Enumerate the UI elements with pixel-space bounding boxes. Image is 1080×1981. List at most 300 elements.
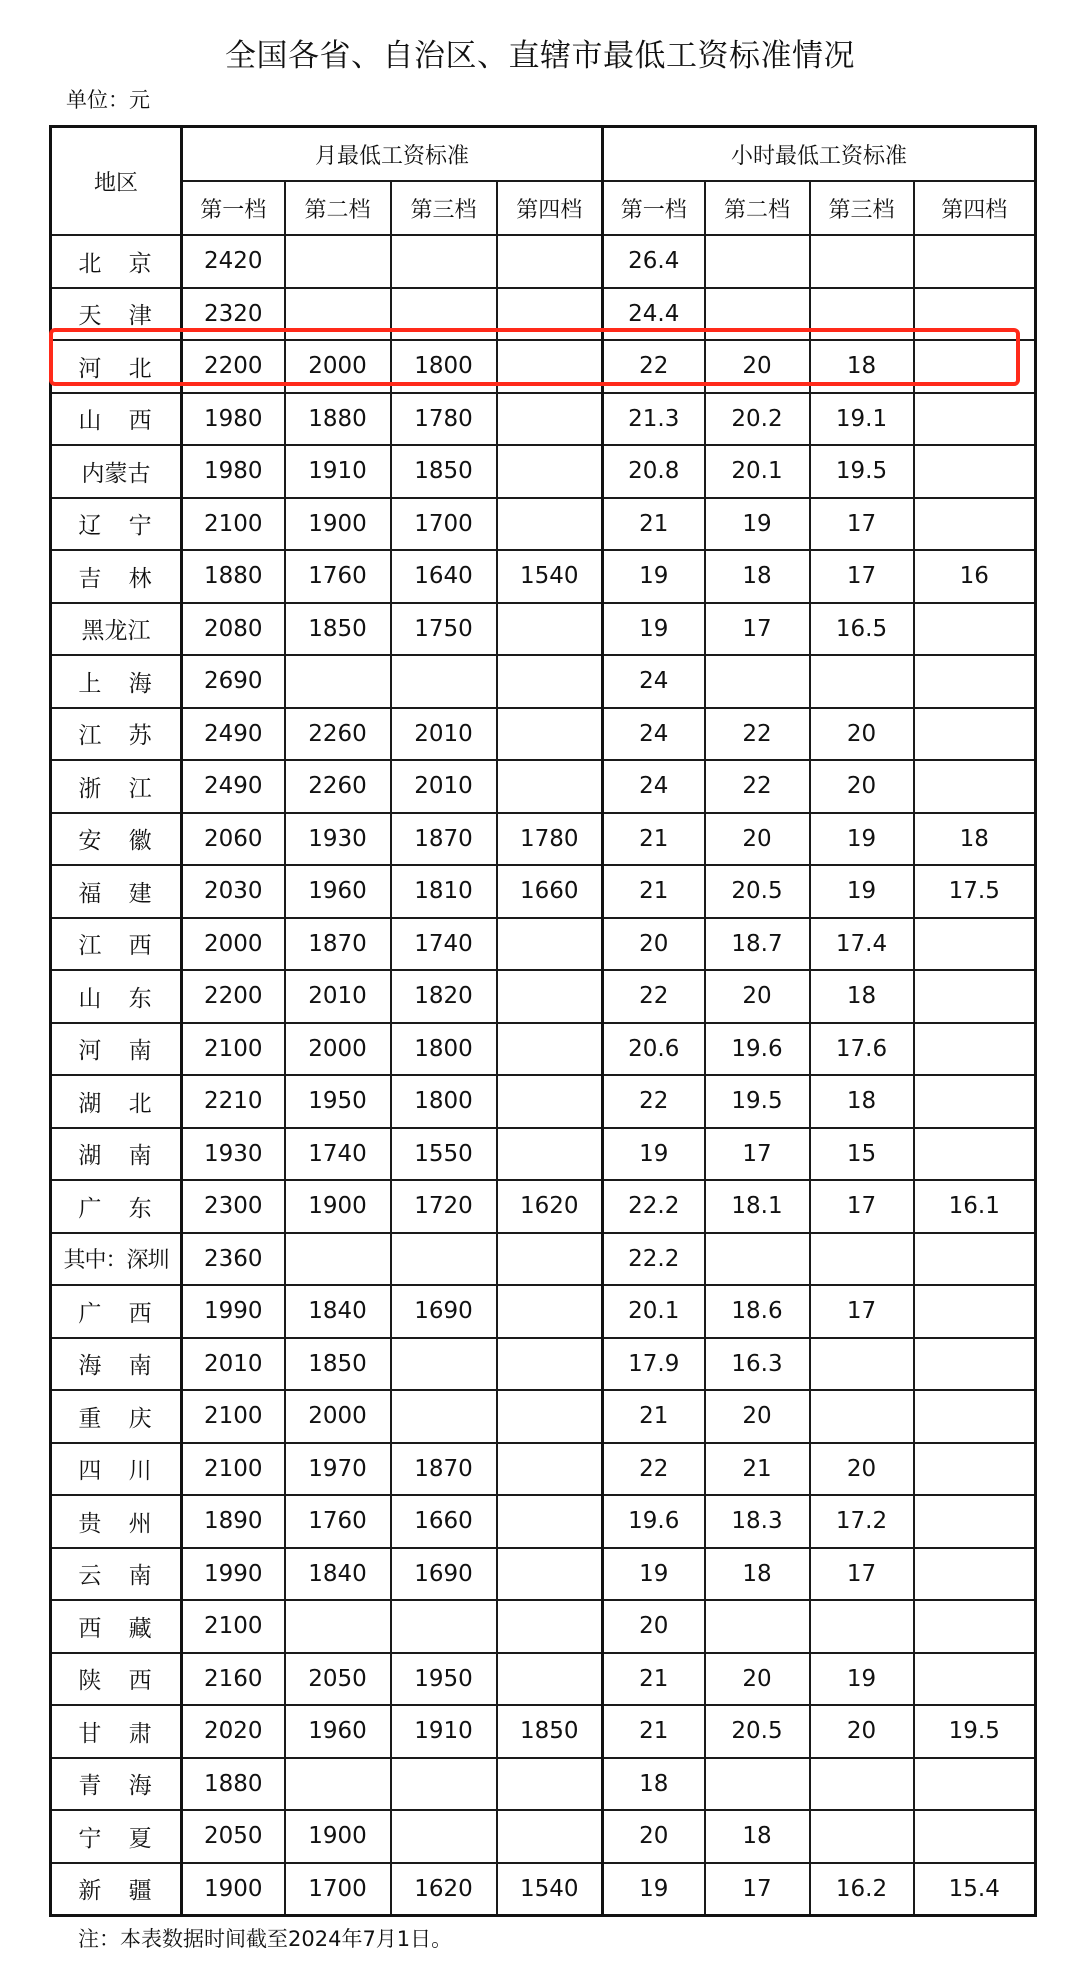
hourly-tier-2-cell: 19 — [705, 498, 810, 551]
hourly-tier-1-cell: 21 — [603, 498, 705, 551]
hourly-tier-2-cell — [705, 1600, 810, 1653]
monthly-tier-2-cell: 2000 — [285, 1023, 391, 1076]
monthly-tier-4-cell: 1780 — [497, 813, 603, 866]
hourly-tier-3-cell — [810, 235, 914, 288]
hourly-tier-4-cell — [914, 1023, 1036, 1076]
monthly-tier-3-cell — [391, 288, 497, 341]
monthly-tier-3-cell: 1690 — [391, 1285, 497, 1338]
table-row — [51, 1075, 1036, 1128]
hourly-tier-1-cell: 22 — [603, 1075, 705, 1128]
hourly-tier-1-cell: 26.4 — [603, 235, 705, 288]
monthly-tier-4-cell — [497, 1390, 603, 1443]
monthly-tier-4-cell — [497, 1600, 603, 1653]
monthly-tier-3-cell — [391, 1758, 497, 1811]
region-cell: 山 东 — [51, 970, 182, 1023]
hourly-tier-1-cell: 21 — [603, 865, 705, 918]
monthly-tier-1-cell: 1880 — [182, 550, 285, 603]
region-cell: 浙 江 — [51, 760, 182, 813]
hourly-tier-3-cell: 15 — [810, 1128, 914, 1181]
hourly-tier-1-cell: 19 — [603, 550, 705, 603]
table-row — [51, 1705, 1036, 1758]
hourly-tier-4-cell — [914, 498, 1036, 551]
monthly-tier-1-cell: 1930 — [182, 1128, 285, 1181]
monthly-tier-2-cell: 1740 — [285, 1128, 391, 1181]
monthly-tier-4-cell: 1620 — [497, 1180, 603, 1233]
monthly-tier-4-cell — [497, 445, 603, 498]
monthly-tier-1-cell: 1900 — [182, 1863, 285, 1916]
hourly-tier-4-cell: 15.4 — [914, 1863, 1036, 1916]
monthly-tier-1-cell: 2020 — [182, 1705, 285, 1758]
table-row — [51, 708, 1036, 761]
monthly-tier-1-cell: 2300 — [182, 1180, 285, 1233]
monthly-tier-2-cell — [285, 655, 391, 708]
unit-label: 单位：元 — [66, 88, 150, 112]
region-cell: 山 西 — [51, 393, 182, 446]
monthly-tier-3-cell — [391, 1233, 497, 1286]
monthly-tier-4-cell — [497, 1338, 603, 1391]
region-cell: 海 南 — [51, 1338, 182, 1391]
hourly-tier-1-cell: 24 — [603, 760, 705, 813]
monthly-tier-2-cell: 2260 — [285, 708, 391, 761]
hourly-tier-1-cell: 20.1 — [603, 1285, 705, 1338]
hourly-tier-3-cell: 19.5 — [810, 445, 914, 498]
monthly-tier-2-cell: 1840 — [285, 1285, 391, 1338]
monthly-tier-2-cell — [285, 288, 391, 341]
monthly-group-header: 月最低工资标准 — [182, 127, 603, 182]
monthly-tier-2-cell: 1760 — [285, 550, 391, 603]
table-row — [51, 1180, 1036, 1233]
hourly-tier-3-cell — [810, 288, 914, 341]
region-cell: 吉 林 — [51, 550, 182, 603]
hourly-tier-4-cell: 16 — [914, 550, 1036, 603]
hourly-tier-3-cell: 17.6 — [810, 1023, 914, 1076]
monthly-tier-4-cell — [497, 288, 603, 341]
hourly-tier-2-cell: 18.1 — [705, 1180, 810, 1233]
hourly-tier-3-cell: 19 — [810, 813, 914, 866]
hourly-tier-2-cell: 20.2 — [705, 393, 810, 446]
hourly-tier-3-cell — [810, 1390, 914, 1443]
region-cell: 陕 西 — [51, 1653, 182, 1706]
monthly-tier-2-cell: 1850 — [285, 1338, 391, 1391]
monthly-tier-3-cell: 1700 — [391, 498, 497, 551]
hourly-tier-4-cell — [914, 1390, 1036, 1443]
monthly-tier-1-cell: 2200 — [182, 340, 285, 393]
monthly-tier-3-cell: 1800 — [391, 1023, 497, 1076]
region-cell: 黑龙江 — [51, 603, 182, 656]
monthly-tier-4-cell — [497, 655, 603, 708]
table-row — [51, 393, 1036, 446]
region-cell: 其中：深圳 — [51, 1233, 182, 1286]
monthly-tier-3-cell: 1720 — [391, 1180, 497, 1233]
table-row — [51, 760, 1036, 813]
hourly-tier-1-cell: 19.6 — [603, 1495, 705, 1548]
monthly-tier-3-cell: 1950 — [391, 1653, 497, 1706]
table-row — [51, 1600, 1036, 1653]
hourly-tier-3-cell: 17.4 — [810, 918, 914, 971]
hourly-tier-2-cell: 18 — [705, 1810, 810, 1863]
table-row — [51, 813, 1036, 866]
region-cell: 新 疆 — [51, 1863, 182, 1916]
hourly-tier-3-cell: 17.2 — [810, 1495, 914, 1548]
hourly-tier-4-cell: 19.5 — [914, 1705, 1036, 1758]
region-cell: 河 南 — [51, 1023, 182, 1076]
hourly-tier-2-cell: 19.5 — [705, 1075, 810, 1128]
monthly-tier-3-cell — [391, 235, 497, 288]
monthly-tier-2-cell: 1700 — [285, 1863, 391, 1916]
hourly-tier-3-cell — [810, 1810, 914, 1863]
hourly-tier-3-cell: 16.5 — [810, 603, 914, 656]
hourly-tier-4-cell — [914, 340, 1036, 393]
table-row — [51, 1128, 1036, 1181]
table-row — [51, 1758, 1036, 1811]
hourly-tier-2-cell: 20.5 — [705, 865, 810, 918]
hourly-tier-3-cell — [810, 1758, 914, 1811]
hourly-tier-3-cell: 16.2 — [810, 1863, 914, 1916]
monthly-tier-4-cell — [497, 1075, 603, 1128]
monthly-tier-2-cell: 2260 — [285, 760, 391, 813]
monthly-tier-3-cell: 1850 — [391, 445, 497, 498]
hourly-tier-2-cell: 20 — [705, 1390, 810, 1443]
monthly-tier-1-cell: 2100 — [182, 1600, 285, 1653]
hourly-tier-4-cell — [914, 1338, 1036, 1391]
hourly-tier-2-cell — [705, 235, 810, 288]
hourly-tier-3-cell: 20 — [810, 1443, 914, 1496]
monthly-tier-3-cell: 1660 — [391, 1495, 497, 1548]
hourly-tier-4-cell — [914, 1653, 1036, 1706]
monthly-tier-2-cell: 1930 — [285, 813, 391, 866]
monthly-tier-2-cell — [285, 1758, 391, 1811]
table-row — [51, 655, 1036, 708]
hourly-tier-4-cell — [914, 1758, 1036, 1811]
monthly-tier-1-cell: 1880 — [182, 1758, 285, 1811]
region-cell: 天 津 — [51, 288, 182, 341]
monthly-tier-1-cell: 2100 — [182, 1390, 285, 1443]
hourly-tier-2-cell: 18.6 — [705, 1285, 810, 1338]
table-row — [51, 603, 1036, 656]
monthly-tier-2-cell: 1870 — [285, 918, 391, 971]
hourly-tier-3-cell: 17 — [810, 498, 914, 551]
region-header: 地区 — [51, 127, 182, 236]
hourly-tier-4-cell — [914, 1233, 1036, 1286]
monthly-tier-2-cell: 2000 — [285, 1390, 391, 1443]
monthly-tier-1-header: 第一档 — [182, 181, 285, 235]
region-cell: 内蒙古 — [51, 445, 182, 498]
table-row — [51, 1653, 1036, 1706]
hourly-tier-2-cell: 18 — [705, 1548, 810, 1601]
hourly-tier-2-cell: 19.6 — [705, 1023, 810, 1076]
monthly-tier-4-cell — [497, 1495, 603, 1548]
hourly-tier-1-cell: 21 — [603, 1705, 705, 1758]
hourly-tier-2-cell: 20 — [705, 970, 810, 1023]
hourly-tier-3-cell: 19.1 — [810, 393, 914, 446]
hourly-tier-4-cell — [914, 1128, 1036, 1181]
hourly-tier-3-cell: 20 — [810, 708, 914, 761]
hourly-tier-4-cell — [914, 708, 1036, 761]
hourly-tier-2-cell: 17 — [705, 1863, 810, 1916]
monthly-tier-1-cell: 2030 — [182, 865, 285, 918]
hourly-tier-1-cell: 24 — [603, 655, 705, 708]
table-row — [51, 970, 1036, 1023]
hourly-tier-3-cell: 17 — [810, 1285, 914, 1338]
hourly-tier-3-cell: 18 — [810, 970, 914, 1023]
monthly-tier-4-cell — [497, 340, 603, 393]
monthly-tier-2-cell: 1880 — [285, 393, 391, 446]
hourly-tier-4-cell: 16.1 — [914, 1180, 1036, 1233]
monthly-tier-3-cell — [391, 655, 497, 708]
hourly-tier-3-cell — [810, 1233, 914, 1286]
region-cell: 福 建 — [51, 865, 182, 918]
monthly-tier-3-cell: 1550 — [391, 1128, 497, 1181]
hourly-tier-1-cell: 20 — [603, 918, 705, 971]
monthly-tier-3-cell: 1870 — [391, 813, 497, 866]
hourly-tier-1-cell: 22 — [603, 1443, 705, 1496]
monthly-tier-4-cell — [497, 1233, 603, 1286]
monthly-tier-2-cell: 2000 — [285, 340, 391, 393]
hourly-tier-4-cell — [914, 1495, 1036, 1548]
hourly-tier-4-cell — [914, 918, 1036, 971]
table-row — [51, 865, 1036, 918]
region-cell: 广 东 — [51, 1180, 182, 1233]
hourly-tier-1-cell: 19 — [603, 1863, 705, 1916]
hourly-tier-1-cell: 21 — [603, 1653, 705, 1706]
region-cell: 江 苏 — [51, 708, 182, 761]
monthly-tier-3-cell: 1810 — [391, 865, 497, 918]
monthly-tier-3-cell: 1910 — [391, 1705, 497, 1758]
monthly-tier-1-cell: 2060 — [182, 813, 285, 866]
minimum-wage-table — [49, 125, 1037, 1917]
hourly-tier-1-cell: 20.6 — [603, 1023, 705, 1076]
monthly-tier-4-cell: 1660 — [497, 865, 603, 918]
monthly-tier-1-cell: 1980 — [182, 445, 285, 498]
region-cell: 安 徽 — [51, 813, 182, 866]
monthly-tier-2-cell — [285, 235, 391, 288]
table-row — [51, 498, 1036, 551]
hourly-tier-4-cell — [914, 235, 1036, 288]
monthly-tier-1-cell: 2360 — [182, 1233, 285, 1286]
hourly-tier-1-cell: 22.2 — [603, 1180, 705, 1233]
monthly-tier-4-cell: 1850 — [497, 1705, 603, 1758]
monthly-tier-1-cell: 2080 — [182, 603, 285, 656]
monthly-tier-4-cell — [497, 1653, 603, 1706]
monthly-tier-1-cell: 1990 — [182, 1285, 285, 1338]
monthly-tier-2-cell: 1950 — [285, 1075, 391, 1128]
hourly-tier-3-cell: 20 — [810, 1705, 914, 1758]
monthly-tier-4-cell — [497, 760, 603, 813]
monthly-tier-2-cell — [285, 1600, 391, 1653]
hourly-tier-4-cell — [914, 1443, 1036, 1496]
table-row — [51, 1810, 1036, 1863]
monthly-tier-4-header: 第四档 — [497, 181, 603, 235]
table-row — [51, 1285, 1036, 1338]
hourly-tier-3-cell: 17 — [810, 550, 914, 603]
hourly-tier-2-cell: 17 — [705, 1128, 810, 1181]
hourly-tier-3-cell: 17 — [810, 1548, 914, 1601]
monthly-tier-2-cell: 1970 — [285, 1443, 391, 1496]
table-row — [51, 1495, 1036, 1548]
table-row — [51, 1443, 1036, 1496]
hourly-tier-3-header: 第三档 — [810, 181, 914, 235]
footnote: 注：本表数据时间截至2024年7月1日。 — [78, 1927, 453, 1951]
hourly-tier-3-cell: 19 — [810, 865, 914, 918]
hourly-tier-1-cell: 20.8 — [603, 445, 705, 498]
monthly-tier-1-cell: 2490 — [182, 760, 285, 813]
monthly-tier-4-cell — [497, 235, 603, 288]
hourly-tier-3-cell — [810, 1600, 914, 1653]
monthly-tier-1-cell: 2690 — [182, 655, 285, 708]
hourly-tier-4-cell — [914, 1548, 1036, 1601]
monthly-tier-1-cell: 2200 — [182, 970, 285, 1023]
monthly-tier-4-cell: 1540 — [497, 1863, 603, 1916]
monthly-tier-3-cell: 1780 — [391, 393, 497, 446]
monthly-tier-4-cell — [497, 1548, 603, 1601]
table-row — [51, 1338, 1036, 1391]
monthly-tier-3-cell: 1820 — [391, 970, 497, 1023]
hourly-tier-1-cell: 22.2 — [603, 1233, 705, 1286]
hourly-tier-3-cell: 19 — [810, 1653, 914, 1706]
region-cell: 北 京 — [51, 235, 182, 288]
hourly-tier-2-cell: 21 — [705, 1443, 810, 1496]
hourly-tier-1-cell: 24.4 — [603, 288, 705, 341]
hourly-tier-2-cell: 22 — [705, 708, 810, 761]
hourly-tier-2-cell — [705, 655, 810, 708]
hourly-group-header: 小时最低工资标准 — [603, 127, 1036, 182]
page-title: 全国各省、自治区、直辖市最低工资标准情况 — [225, 38, 855, 74]
hourly-tier-2-cell: 18.7 — [705, 918, 810, 971]
monthly-tier-4-cell — [497, 970, 603, 1023]
region-cell: 四 川 — [51, 1443, 182, 1496]
monthly-tier-2-cell: 1850 — [285, 603, 391, 656]
monthly-tier-2-cell: 1900 — [285, 1810, 391, 1863]
region-cell: 甘 肃 — [51, 1705, 182, 1758]
monthly-tier-3-cell: 1690 — [391, 1548, 497, 1601]
monthly-tier-2-cell: 1900 — [285, 498, 391, 551]
monthly-tier-1-cell: 2160 — [182, 1653, 285, 1706]
hourly-tier-4-cell: 17.5 — [914, 865, 1036, 918]
hourly-tier-4-cell — [914, 1075, 1036, 1128]
hourly-tier-2-cell: 22 — [705, 760, 810, 813]
table-row — [51, 340, 1036, 393]
monthly-tier-2-header: 第二档 — [285, 181, 391, 235]
monthly-tier-2-cell: 1910 — [285, 445, 391, 498]
region-cell: 青 海 — [51, 1758, 182, 1811]
hourly-tier-4-cell — [914, 445, 1036, 498]
region-cell: 湖 北 — [51, 1075, 182, 1128]
table-row — [51, 445, 1036, 498]
hourly-tier-4-cell — [914, 1285, 1036, 1338]
monthly-tier-2-cell: 1960 — [285, 1705, 391, 1758]
monthly-tier-1-cell: 2210 — [182, 1075, 285, 1128]
monthly-tier-2-cell: 2010 — [285, 970, 391, 1023]
monthly-tier-3-cell: 1740 — [391, 918, 497, 971]
region-cell: 辽 宁 — [51, 498, 182, 551]
hourly-tier-3-cell: 20 — [810, 760, 914, 813]
monthly-tier-1-cell: 2100 — [182, 1023, 285, 1076]
monthly-tier-4-cell: 1540 — [497, 550, 603, 603]
monthly-tier-2-cell — [285, 1233, 391, 1286]
hourly-tier-4-cell — [914, 1600, 1036, 1653]
monthly-tier-2-cell: 1960 — [285, 865, 391, 918]
hourly-tier-4-cell: 18 — [914, 813, 1036, 866]
monthly-tier-4-cell — [497, 1758, 603, 1811]
table-row — [51, 1548, 1036, 1601]
table-row — [51, 918, 1036, 971]
hourly-tier-2-cell — [705, 1233, 810, 1286]
hourly-tier-1-cell: 19 — [603, 1128, 705, 1181]
monthly-tier-4-cell — [497, 1810, 603, 1863]
hourly-tier-1-cell: 20 — [603, 1600, 705, 1653]
hourly-tier-4-cell — [914, 970, 1036, 1023]
hourly-tier-2-cell: 18 — [705, 550, 810, 603]
monthly-tier-3-cell: 1870 — [391, 1443, 497, 1496]
table-row — [51, 550, 1036, 603]
monthly-tier-1-cell: 2050 — [182, 1810, 285, 1863]
table-row — [51, 1023, 1036, 1076]
monthly-tier-2-cell: 1840 — [285, 1548, 391, 1601]
hourly-tier-3-cell: 18 — [810, 340, 914, 393]
monthly-tier-4-cell — [497, 708, 603, 761]
table-row — [51, 235, 1036, 288]
table-row — [51, 1233, 1036, 1286]
monthly-tier-2-cell: 2050 — [285, 1653, 391, 1706]
monthly-tier-1-cell: 2100 — [182, 1443, 285, 1496]
monthly-tier-4-cell — [497, 1285, 603, 1338]
monthly-tier-3-cell: 1800 — [391, 1075, 497, 1128]
monthly-tier-1-cell: 2100 — [182, 498, 285, 551]
monthly-tier-3-cell — [391, 1600, 497, 1653]
monthly-tier-3-cell: 1800 — [391, 340, 497, 393]
hourly-tier-4-cell — [914, 393, 1036, 446]
hourly-tier-2-cell: 20.1 — [705, 445, 810, 498]
monthly-tier-3-cell — [391, 1390, 497, 1443]
hourly-tier-3-cell — [810, 1338, 914, 1391]
region-cell: 云 南 — [51, 1548, 182, 1601]
hourly-tier-1-cell: 22 — [603, 340, 705, 393]
hourly-tier-2-cell: 20.5 — [705, 1705, 810, 1758]
monthly-tier-1-cell: 2490 — [182, 708, 285, 761]
hourly-tier-2-cell: 17 — [705, 603, 810, 656]
hourly-tier-4-cell — [914, 288, 1036, 341]
region-cell: 宁 夏 — [51, 1810, 182, 1863]
table-row — [51, 1863, 1036, 1916]
monthly-tier-3-header: 第三档 — [391, 181, 497, 235]
hourly-tier-1-cell: 18 — [603, 1758, 705, 1811]
hourly-tier-1-cell: 20 — [603, 1810, 705, 1863]
hourly-tier-1-cell: 19 — [603, 603, 705, 656]
table-row — [51, 288, 1036, 341]
monthly-tier-2-cell: 1900 — [285, 1180, 391, 1233]
hourly-tier-1-cell: 21 — [603, 813, 705, 866]
monthly-tier-4-cell — [497, 1443, 603, 1496]
monthly-tier-3-cell: 2010 — [391, 708, 497, 761]
region-cell: 西 藏 — [51, 1600, 182, 1653]
region-cell: 江 西 — [51, 918, 182, 971]
region-cell: 重 庆 — [51, 1390, 182, 1443]
hourly-tier-2-cell: 20 — [705, 1653, 810, 1706]
monthly-tier-3-cell: 1640 — [391, 550, 497, 603]
hourly-tier-2-cell: 20 — [705, 340, 810, 393]
hourly-tier-4-cell — [914, 655, 1036, 708]
hourly-tier-3-cell: 18 — [810, 1075, 914, 1128]
table-body — [51, 235, 1036, 1916]
hourly-tier-1-cell: 24 — [603, 708, 705, 761]
hourly-tier-1-cell: 19 — [603, 1548, 705, 1601]
monthly-tier-3-cell: 1620 — [391, 1863, 497, 1916]
monthly-tier-1-cell: 1990 — [182, 1548, 285, 1601]
table-row — [51, 1390, 1036, 1443]
monthly-tier-3-cell: 2010 — [391, 760, 497, 813]
monthly-tier-4-cell — [497, 1023, 603, 1076]
region-cell: 上 海 — [51, 655, 182, 708]
